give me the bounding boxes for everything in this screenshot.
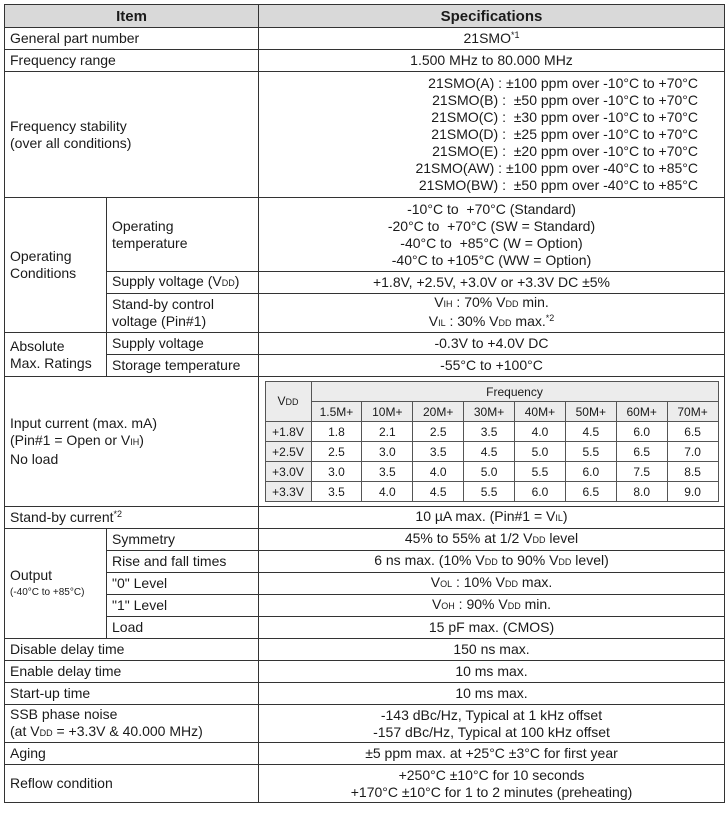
row-zero-level: [5, 573, 725, 595]
absolute-supply-voltage-label: Supply voltage: [107, 333, 259, 355]
aging-label: Aging: [5, 743, 259, 765]
load-label: Load: [107, 617, 259, 639]
current-cell: 2.1: [362, 422, 413, 442]
load-value: 15 pF max. (CMOS): [259, 617, 725, 639]
frequency-header: Frequency: [311, 382, 718, 402]
column-header: 10M+: [362, 402, 413, 422]
symmetry-label: Symmetry: [107, 529, 259, 551]
row-one-level: [5, 595, 725, 617]
absolute-supply-voltage-value: -0.3V to +4.0V DC: [259, 333, 725, 355]
column-header: 1.5M+: [311, 402, 362, 422]
row-frequency-range: [5, 50, 725, 72]
header-item: Item: [5, 5, 259, 28]
current-cell: 6.5: [667, 422, 718, 442]
current-cell: 3.5: [362, 462, 413, 482]
rise-fall-value: 6 ns max. (10% VDD to 90% VDD level): [259, 551, 725, 573]
spec-table-container: [4, 4, 725, 803]
rise-fall-label: Rise and fall times: [107, 551, 259, 573]
column-header: 20M+: [413, 402, 464, 422]
row-aging: [5, 743, 725, 765]
supply-voltage-label: Supply voltage (VDD): [107, 272, 259, 294]
zero-level-label: "0" Level: [107, 573, 259, 595]
row-startup: [5, 683, 725, 705]
input-current-table-cell: [259, 377, 725, 507]
stability-line: 21SMO(B) : ±50 ppm over -10°C to +70°C: [432, 92, 698, 108]
row-rise-fall: [5, 551, 725, 573]
operating-temperature-label: Operating temperature: [107, 198, 259, 272]
frequency-range-value: 1.500 MHz to 80.000 MHz: [259, 50, 725, 72]
ssb-phase-noise-values: -143 dBc/Hz, Typical at 1 kHz offset -157 dBc/Hz, Typical at 100 kHz offset: [259, 705, 725, 743]
current-cell: 8.5: [667, 462, 718, 482]
vdd-cell: +3.0V: [265, 462, 311, 482]
disable-delay-value: 150 ns max.: [259, 639, 725, 661]
current-cell: 8.0: [616, 482, 667, 502]
header-specifications: Specifications: [259, 5, 725, 28]
enable-delay-label: Enable delay time: [5, 661, 259, 683]
stability-line: 21SMO(C) : ±30 ppm over -10°C to +70°C: [431, 109, 698, 125]
column-header: 50M+: [565, 402, 616, 422]
current-cell: 6.0: [515, 482, 566, 502]
row-load: [5, 617, 725, 639]
current-cell: 4.5: [565, 422, 616, 442]
input-current-label: Input current (max. mA) (Pin#1 = Open or VIH) No load: [5, 377, 259, 507]
storage-temperature-value: -55°C to +100°C: [259, 355, 725, 377]
input-current-table: [265, 381, 719, 502]
current-cell: 5.0: [464, 462, 515, 482]
standby-control-voltage-label: Stand-by control voltage (Pin#1): [107, 294, 259, 333]
current-cell: 6.5: [616, 442, 667, 462]
table-row: [265, 422, 718, 442]
one-level-value: VOH : 90% VDD min.: [259, 595, 725, 617]
column-header: 60M+: [616, 402, 667, 422]
row-enable-delay: [5, 661, 725, 683]
current-cell: 3.5: [464, 422, 515, 442]
current-cell: 9.0: [667, 482, 718, 502]
row-reflow: [5, 765, 725, 803]
output-label: Output (-40°C to +85°C): [5, 529, 107, 639]
row-storage-temperature: [5, 355, 725, 377]
reflow-label: Reflow condition: [5, 765, 259, 803]
row-standby-current: [5, 507, 725, 529]
zero-level-value: VOL : 10% VDD max.: [259, 573, 725, 595]
row-supply-voltage: [5, 272, 725, 294]
standby-current-value: 10 µA max. (Pin#1 = VIL): [259, 507, 725, 529]
current-cell: 1.8: [311, 422, 362, 442]
current-cell: 6.0: [565, 462, 616, 482]
current-cell: 5.5: [515, 462, 566, 482]
table-row: [265, 482, 718, 502]
stability-line: 21SMO(E) : ±20 ppm over -10°C to +70°C: [432, 143, 698, 159]
current-cell: 4.5: [464, 442, 515, 462]
row-standby-control-voltage: [5, 294, 725, 333]
current-cell: 7.0: [667, 442, 718, 462]
enable-delay-value: 10 ms max.: [259, 661, 725, 683]
vdd-cell: +2.5V: [265, 442, 311, 462]
operating-temperature-values: -10°C to +70°C (Standard) -20°C to +70°C (SW = Standard) -40°C to +85°C (W = Option) -40°C to +105°C (WW = Option): [259, 198, 725, 272]
vdd-cell: +1.8V: [265, 422, 311, 442]
reflow-values: +250°C ±10°C for 10 seconds +170°C ±10°C for 1 to 2 minutes (preheating): [259, 765, 725, 803]
row-frequency-stability: [5, 72, 725, 198]
frequency-range-label: Frequency range: [5, 50, 259, 72]
row-operating-temperature: [5, 198, 725, 272]
general-part-number-value: 21SMO$^{*1}$: [259, 28, 725, 50]
row-disable-delay: [5, 639, 725, 661]
table-row: [265, 442, 718, 462]
aging-value: ±5 ppm max. at +25°C ±3°C for first year: [259, 743, 725, 765]
current-cell: 2.5: [311, 442, 362, 462]
storage-temperature-label: Storage temperature: [107, 355, 259, 377]
current-cell: 4.0: [362, 482, 413, 502]
column-header: 40M+: [515, 402, 566, 422]
current-cell: 3.0: [362, 442, 413, 462]
vdd-header: VDD: [265, 382, 311, 422]
current-cell: 4.5: [413, 482, 464, 502]
table-row: [265, 462, 718, 482]
current-cell: 4.0: [413, 462, 464, 482]
stability-line: 21SMO(A) : ±100 ppm over -10°C to +70°C: [428, 75, 698, 91]
row-general-part-number: [5, 28, 725, 50]
current-cell: 6.0: [616, 422, 667, 442]
specification-table: [4, 4, 725, 803]
standby-control-voltage-values: VIH : 70% VDD min. VIL : 30% VDD max.$^{*2}$: [259, 294, 725, 333]
header-row: [5, 5, 725, 28]
row-input-current: [5, 377, 725, 507]
frequency-stability-values: [259, 72, 725, 198]
current-cell: 5.0: [515, 442, 566, 462]
disable-delay-label: Disable delay time: [5, 639, 259, 661]
stability-line: 21SMO(BW) : ±50 ppm over -40°C to +85°C: [418, 177, 698, 193]
one-level-label: "1" Level: [107, 595, 259, 617]
supply-voltage-value: +1.8V, +2.5V, +3.0V or +3.3V DC ±5%: [259, 272, 725, 294]
current-cell: 4.0: [515, 422, 566, 442]
ssb-phase-noise-label: SSB phase noise (at VDD = +3.3V & 40.000 MHz): [5, 705, 259, 743]
current-cell: 3.5: [311, 482, 362, 502]
column-header: 70M+: [667, 402, 718, 422]
current-cell: 7.5: [616, 462, 667, 482]
column-header: 30M+: [464, 402, 515, 422]
current-cell: 5.5: [464, 482, 515, 502]
stability-line: 21SMO(AW) : ±100 ppm over -40°C to +85°C: [415, 160, 698, 176]
vdd-cell: +3.3V: [265, 482, 311, 502]
current-cell: 2.5: [413, 422, 464, 442]
absolute-max-ratings-label: Absolute Max. Ratings: [5, 333, 107, 377]
symmetry-value: 45% to 55% at 1/2 VDD level: [259, 529, 725, 551]
row-symmetry: [5, 529, 725, 551]
standby-current-label: Stand-by current$^{*2}$: [5, 507, 259, 529]
current-cell: 6.5: [565, 482, 616, 502]
startup-label: Start-up time: [5, 683, 259, 705]
frequency-stability-label: Frequency stability (over all conditions): [5, 72, 259, 198]
current-cell: 3.0: [311, 462, 362, 482]
general-part-number-label: General part number: [5, 28, 259, 50]
row-ssb-phase-noise: [5, 705, 725, 743]
current-cell: 5.5: [565, 442, 616, 462]
frequency-columns: [265, 402, 718, 422]
current-cell: 3.5: [413, 442, 464, 462]
startup-value: 10 ms max.: [259, 683, 725, 705]
operating-conditions-label: Operating Conditions: [5, 198, 107, 333]
stability-line: 21SMO(D) : ±25 ppm over -10°C to +70°C: [431, 126, 698, 142]
row-absolute-supply-voltage: [5, 333, 725, 355]
